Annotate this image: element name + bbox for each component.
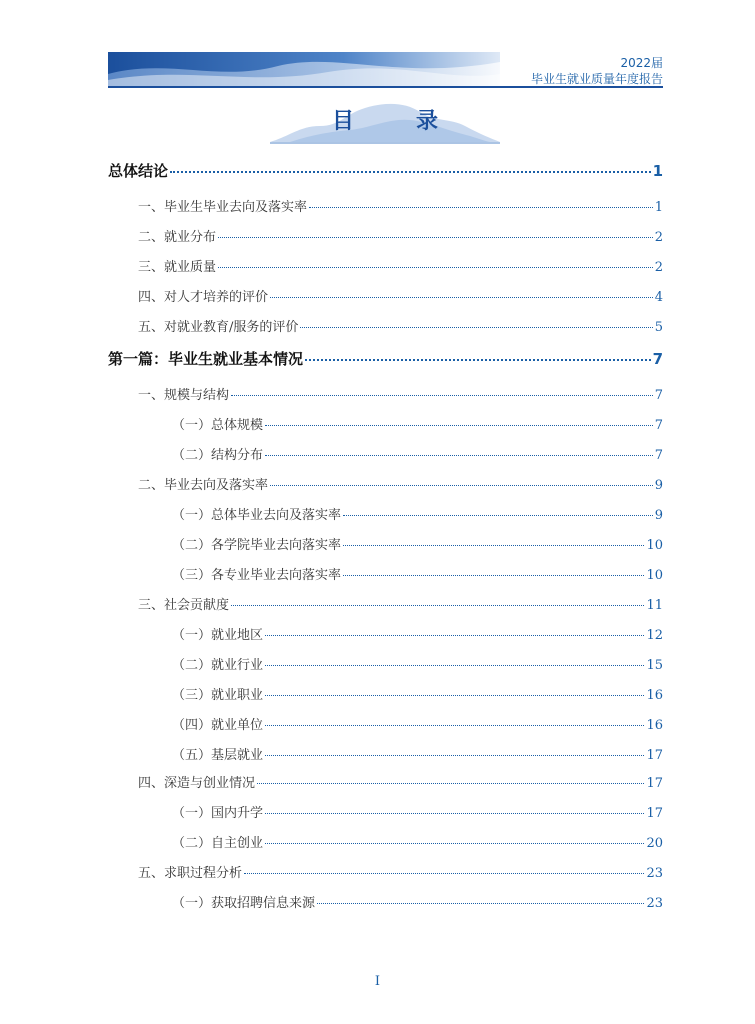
toc-entry-page: 5: [654, 320, 663, 335]
toc-entry-label: （二）结构分布: [172, 448, 264, 463]
toc-entry[interactable]: [172, 444, 663, 463]
toc-entry-page: 23: [646, 866, 663, 881]
toc-leader-dots: [300, 327, 652, 328]
report-subtitle: 毕业生就业质量年度报告: [530, 72, 663, 86]
toc-entry-page: 10: [646, 568, 663, 583]
toc-entry[interactable]: [172, 414, 663, 433]
toc-entry[interactable]: [172, 744, 663, 763]
toc-entry[interactable]: [172, 654, 663, 673]
toc-leader-dots: [170, 171, 651, 173]
toc-leader-dots: [343, 515, 653, 516]
toc-leader-dots: [231, 605, 644, 606]
toc-leader-dots: [343, 545, 644, 546]
toc-entry-label: 四、深造与创业情况: [138, 776, 256, 791]
toc-entry[interactable]: [108, 348, 663, 369]
toc-leader-dots: [265, 725, 644, 726]
toc-entry-page: 1: [654, 200, 663, 215]
toc-entry[interactable]: [108, 160, 663, 181]
toc-leader-dots: [257, 783, 644, 784]
toc-entry-page: 2: [654, 230, 663, 245]
toc-entry-page: 10: [646, 538, 663, 553]
toc-entry-label: （一）就业地区: [172, 628, 264, 643]
toc-title: 目 录: [331, 109, 458, 134]
toc-title-block: [270, 96, 500, 146]
toc-entry[interactable]: [172, 624, 663, 643]
toc-entry-page: 16: [646, 718, 663, 733]
toc-leader-dots: [309, 207, 653, 208]
toc-entry-page: 17: [646, 806, 663, 821]
toc-entry-page: 11: [646, 598, 663, 613]
toc-leader-dots: [265, 455, 653, 456]
toc-leader-dots: [244, 873, 644, 874]
report-year: 2022届: [620, 56, 663, 70]
toc-entry-page: 17: [646, 748, 663, 763]
toc-entry-page: 7: [654, 418, 663, 433]
toc-entry-page: 16: [646, 688, 663, 703]
toc-entry-label: 一、毕业生毕业去向及落实率: [138, 200, 308, 215]
toc-leader-dots: [265, 813, 644, 814]
toc-entry[interactable]: [172, 892, 663, 911]
header-divider: [108, 86, 663, 88]
toc-entry[interactable]: [138, 772, 663, 791]
toc-entry-label: 三、就业质量: [138, 260, 217, 275]
toc-entry-page: 15: [646, 658, 663, 673]
toc-entry[interactable]: [138, 196, 663, 215]
toc-entry-label: 总体结论: [108, 162, 169, 180]
toc-entry[interactable]: [138, 316, 663, 335]
toc-entry[interactable]: [172, 564, 663, 583]
toc-entry-page: 17: [646, 776, 663, 791]
toc-entry[interactable]: [138, 474, 663, 493]
header-wave-banner: [108, 52, 500, 86]
toc-entry-label: （一）获取招聘信息来源: [172, 896, 316, 911]
toc-entry[interactable]: [172, 534, 663, 553]
toc-entry[interactable]: [138, 226, 663, 245]
toc-entry-page: 2: [654, 260, 663, 275]
toc-entry[interactable]: [172, 802, 663, 821]
toc-entry-label: （四）就业单位: [172, 718, 264, 733]
toc-entry[interactable]: [172, 714, 663, 733]
toc-entry-label: （三）各专业毕业去向落实率: [172, 568, 342, 583]
toc-leader-dots: [317, 903, 644, 904]
toc-entry[interactable]: [138, 384, 663, 403]
toc-entry-label: （五）基层就业: [172, 748, 264, 763]
toc-entry-label: （二）就业行业: [172, 658, 264, 673]
toc-leader-dots: [265, 635, 644, 636]
toc-entry-label: 三、社会贡献度: [138, 598, 230, 613]
toc-entry-label: 二、就业分布: [138, 230, 217, 245]
toc-leader-dots: [305, 359, 651, 361]
toc-entry-label: 第一篇：毕业生就业基本情况: [108, 350, 304, 368]
toc-leader-dots: [218, 237, 653, 238]
toc-entry-page: 12: [646, 628, 663, 643]
toc-entry-label: 五、求职过程分析: [138, 866, 243, 881]
toc-entry-page: 7: [654, 388, 663, 403]
toc-entry[interactable]: [172, 832, 663, 851]
toc-entry[interactable]: [172, 684, 663, 703]
toc-entry[interactable]: [138, 286, 663, 305]
toc-entry-label: （三）就业职业: [172, 688, 264, 703]
toc-entry-label: 五、对就业教育/服务的评价: [138, 320, 299, 335]
toc-entry-label: 一、规模与结构: [138, 388, 230, 403]
toc-entry[interactable]: [138, 594, 663, 613]
toc-entry-page: 1: [652, 162, 663, 180]
toc-leader-dots: [265, 695, 644, 696]
toc-entry-page: 4: [654, 290, 663, 305]
toc-entry-label: （一）总体规模: [172, 418, 264, 433]
toc-entry-label: 四、对人才培养的评价: [138, 290, 269, 305]
toc-entry-page: 20: [646, 836, 663, 851]
page-number: I: [374, 974, 381, 989]
toc-leader-dots: [343, 575, 644, 576]
toc-entry[interactable]: [138, 256, 663, 275]
toc-leader-dots: [270, 485, 653, 486]
toc-entry-label: 二、毕业去向及落实率: [138, 478, 269, 493]
toc-leader-dots: [265, 665, 644, 666]
toc-entry-page: 9: [654, 508, 663, 523]
toc-entry-page: 7: [654, 448, 663, 463]
toc-entry-page: 23: [646, 896, 663, 911]
toc-leader-dots: [270, 297, 653, 298]
toc-entry-label: （二）各学院毕业去向落实率: [172, 538, 342, 553]
toc-entry-label: （二）自主创业: [172, 836, 264, 851]
toc-entry[interactable]: [172, 504, 663, 523]
toc-entry[interactable]: [138, 862, 663, 881]
toc-leader-dots: [218, 267, 653, 268]
toc-leader-dots: [265, 755, 644, 756]
toc-entry-label: （一）总体毕业去向及落实率: [172, 508, 342, 523]
toc-entry-page: 9: [654, 478, 663, 493]
toc-entry-page: 7: [652, 350, 663, 368]
toc-leader-dots: [231, 395, 653, 396]
toc-leader-dots: [265, 843, 644, 844]
toc-entry-label: （一）国内升学: [172, 806, 264, 821]
toc-leader-dots: [265, 425, 653, 426]
